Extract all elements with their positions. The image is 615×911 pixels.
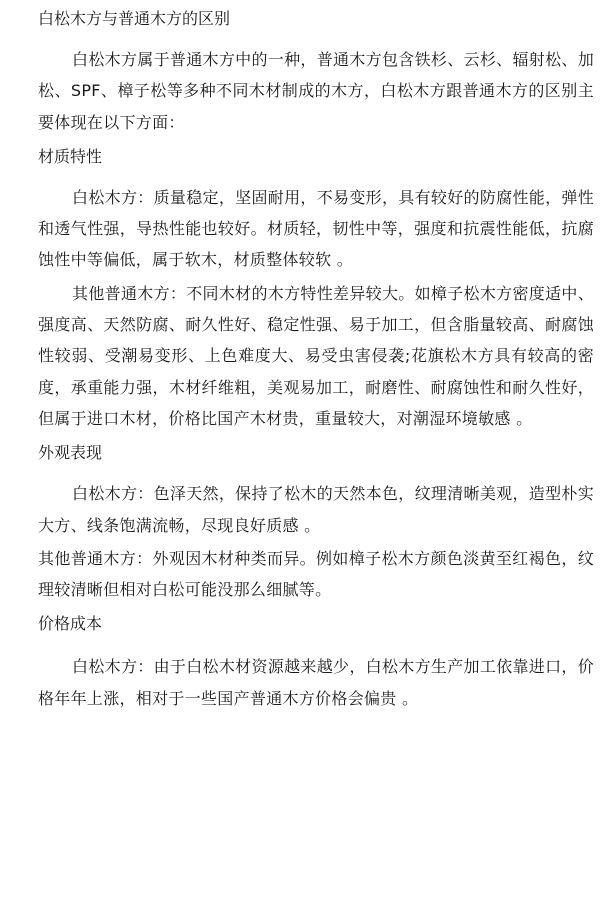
paragraph-material-other: 其他普通木方：不同木材的木方特性差异较大。如樟子松木方密度适中、强度高、天然防腐、耐久性好、稳定性强、易于加工，但含脂量较高、耐腐蚀性较弱、受潮易变形、上色难度大、易受虫害侵袭;花旗松木方具有较高的密度，承重能力强，木材纤维粗，美观易加工，耐磨性、耐腐蚀性和耐久性好，但属于进口木材，价格比国产木材贵，重量较大，对潮湿环境敏感 。	[38, 283, 594, 428]
paragraph-appearance-baisong: 白松木方：色泽天然，保持了松木的天然本色，纹理清晰美观，造型朴实大方、线条饱满流畅，尽现良好质感 。	[38, 484, 594, 535]
document-page	[38, 0, 594, 714]
section-heading-material: 材质特性	[38, 146, 103, 166]
paragraph-material-baisong: 白松木方：质量稳定，坚固耐用，不易变形，具有较好的防腐性能，弹性和透气性强，导热性能也较好。材质轻，韧性中等，强度和抗震性能低，抗腐蚀性中等偏低，属于软木，材质整体较软 。	[38, 187, 594, 270]
section-heading-price: 价格成本	[38, 614, 103, 634]
paragraph-price-baisong: 白松木方：由于白松木材资源越来越少，白松木方生产加工依靠进口，价格年年上涨，相对于一些国产普通木方价格会偏贵 。	[38, 657, 594, 708]
paragraph-appearance-other: 其他普通木方：外观因木材种类而异。例如樟子松木方颜色淡黄至红褐色，纹理较清晰但相对白松可能没那么细腻等。	[38, 548, 594, 600]
document-title: 白松木方与普通木方的区别	[38, 9, 231, 28]
section-heading-appearance: 外观表现	[38, 443, 103, 463]
intro-paragraph: 白松木方属于普通木方中的一种，普通木方包含铁杉、云杉、辐射松、加松、SPF、樟子松等多种不同木材制成的木方，白松木方跟普通木方的区别主要体现在以下方面：	[38, 50, 594, 132]
